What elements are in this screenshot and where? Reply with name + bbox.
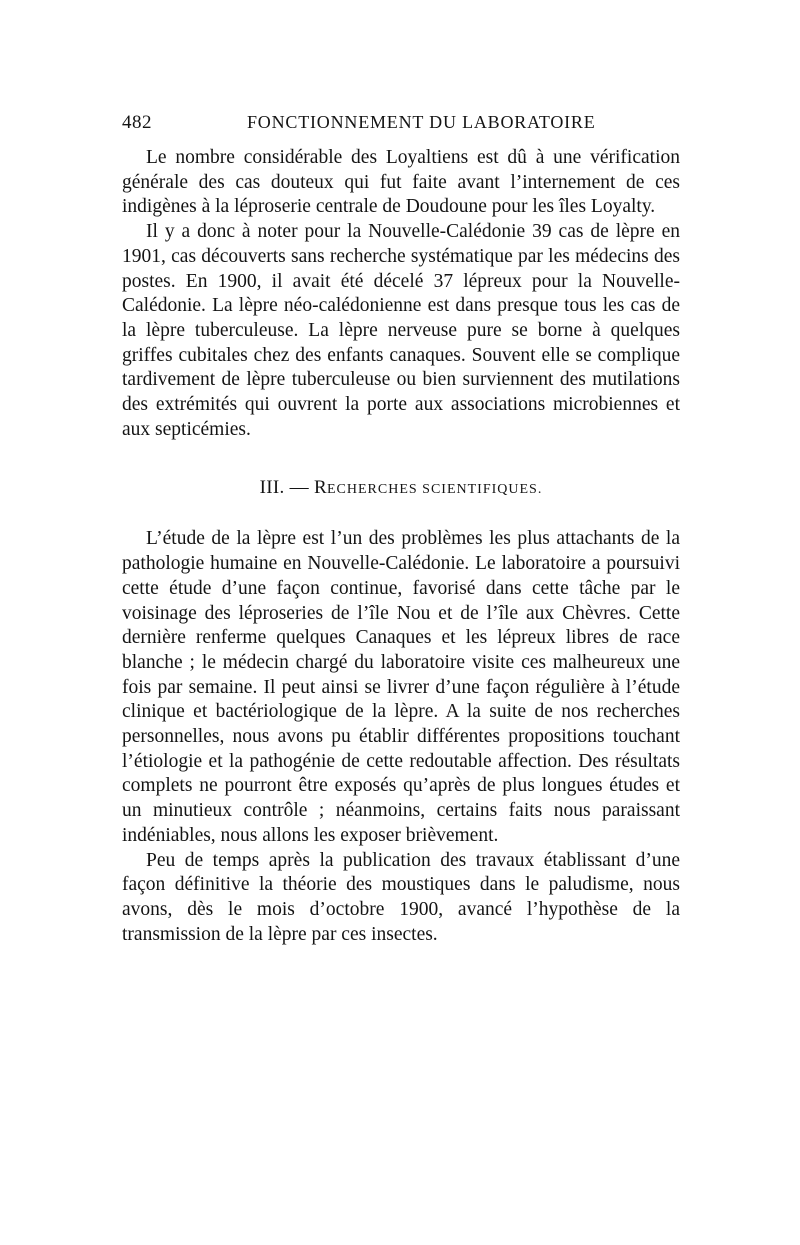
paragraph: Peu de temps après la publication des travaux établissant d’une façon définitive la théorie des moustiques dans le paludisme, nous avons, dès le mois d’octobre 1900, avancé l’hypothèse de la transmission de la lèpre par ces insectes. (122, 849, 680, 945)
section-title-rest: ECHERCHES SCIENTIFIQUES. (326, 482, 543, 498)
section-title-initial: R (314, 477, 327, 499)
section-number: III. — (259, 477, 309, 499)
paragraph: Le nombre considérable des Loyaltiens est dû à une vérification générale des cas douteux qui fut faite avant l’internement de ces indigènes à la léproserie centrale de Doudoune pour les îles Loyalty. (122, 147, 680, 218)
paragraph: Il y a donc à noter pour la Nouvelle-Calédonie 39 cas de lèpre en 1901, cas découverts sans recherche systématique par les médecins des postes. En 1900, il avait été décelé 37 lépreux pour la Nouvelle-Calédonie. La lèpre néo-calédonienne est dans presque tous les cas de la lèpre tuberculeuse. La lèpre nerveuse pure se borne à quelques griffes cubitales chez des enfants canaques. Souvent elle se complique tardivement de lèpre tuberculeuse ou bien surviennent des mutilations des extrémités qui ouvrent la porte aux associations microbiennes et aux septicémies. (122, 221, 680, 440)
body-text (122, 146, 680, 947)
paragraph: L’étude de la lèpre est l’un des problèmes les plus attachants de la pathologie humaine en Nouvelle-Calédonie. Le laboratoire a poursuivi cette étude d’une façon continue, favorisé dans cette tâche par le voisinage des léproseries de l’île Nou et de l’île aux Chèvres. Cette dernière renferme quelques Canaques et les lépreux libres de race blanche ; le médecin chargé du laboratoire visite ces malheureux une fois par semaine. Il peut ainsi se livrer d’une façon régulière à l’étude clinique et bactériologique de la lèpre. A la suite de nos recherches personnelles, nous avons pu établir différentes propositions touchant l’étiologie et la pathogénie de cette redoutable affection. Des résultats complets ne pourront être exposés qu’après de plus longues études et un minutieux contrôle ; néanmoins, certains faits nous paraissant indéniables, nous allons les exposer brièvement. (122, 528, 680, 846)
running-head (122, 112, 680, 140)
running-title: FONCTIONNEMENT DU LABORATOIRE (247, 112, 596, 132)
page-number: 482 (122, 112, 152, 133)
section-heading (122, 476, 680, 502)
